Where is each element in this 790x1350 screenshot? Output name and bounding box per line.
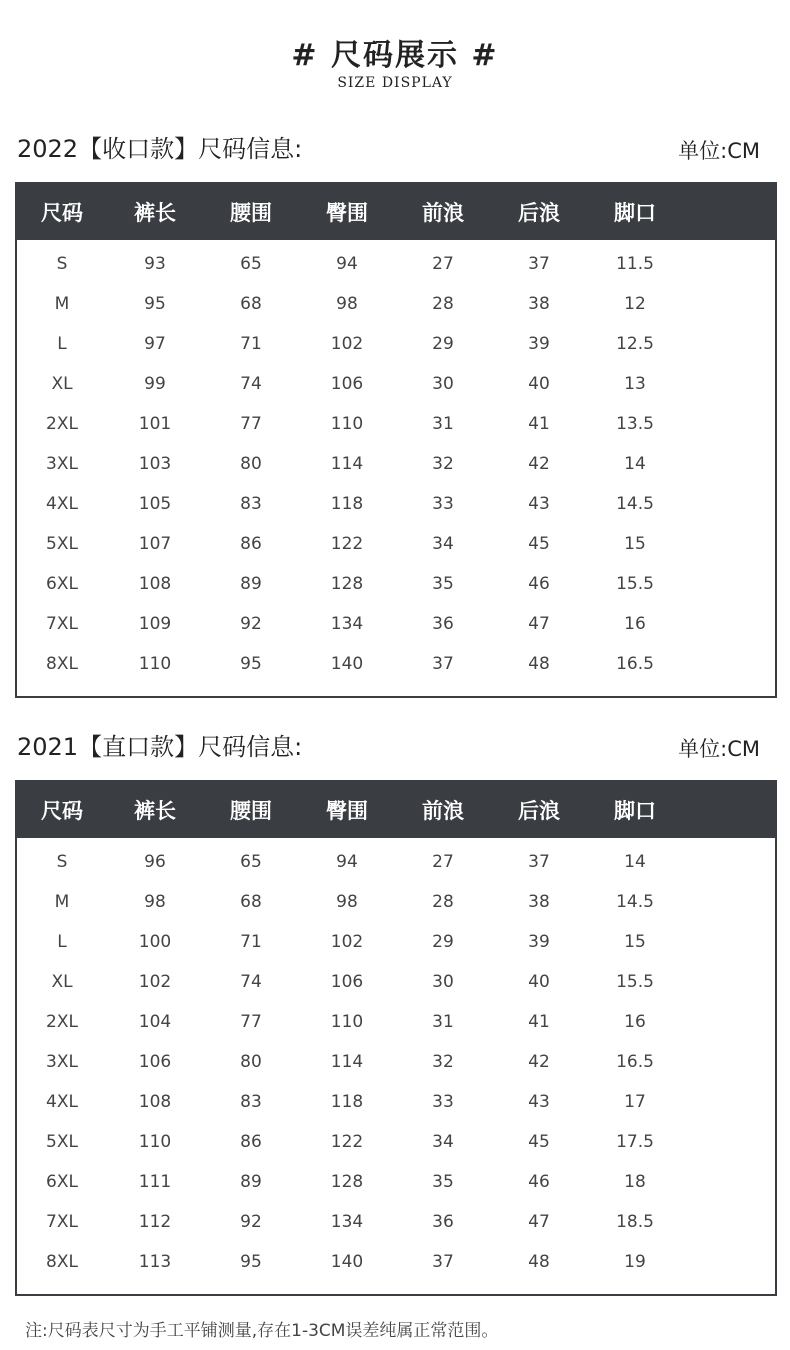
column-header: 臀围 bbox=[326, 201, 368, 225]
table-cell: 99 bbox=[144, 374, 166, 394]
table-cell: 65 bbox=[240, 254, 262, 274]
table-cell: 83 bbox=[240, 1092, 262, 1112]
table-cell: S bbox=[56, 852, 68, 872]
table-row bbox=[17, 404, 775, 444]
column-header: 尺码 bbox=[41, 799, 83, 823]
table-cell: 110 bbox=[138, 654, 172, 674]
table-cell: 31 bbox=[432, 1012, 454, 1032]
table-cell: 14.5 bbox=[616, 494, 654, 514]
table-cell: 96 bbox=[144, 852, 166, 872]
table-cell: S bbox=[56, 254, 68, 274]
table-cell: 16.5 bbox=[616, 654, 654, 674]
table-cell: 108 bbox=[138, 1092, 172, 1112]
table-row bbox=[17, 364, 775, 404]
table-cell: 19 bbox=[624, 1252, 646, 1272]
table-cell: 27 bbox=[432, 852, 454, 872]
table-cell: 68 bbox=[240, 294, 262, 314]
table-cell: 37 bbox=[432, 654, 454, 674]
table-row bbox=[17, 524, 775, 564]
table-cell: M bbox=[54, 892, 70, 912]
table-cell: 17 bbox=[624, 1092, 646, 1112]
table-cell: 102 bbox=[138, 972, 172, 992]
table-cell: M bbox=[54, 294, 70, 314]
table-cell: 39 bbox=[528, 932, 550, 952]
table-cell: 122 bbox=[330, 534, 364, 554]
table-cell: 83 bbox=[240, 494, 262, 514]
table-cell: 106 bbox=[330, 972, 364, 992]
table-row bbox=[17, 484, 775, 524]
table-cell: 77 bbox=[240, 414, 262, 434]
table-cell: 140 bbox=[330, 654, 364, 674]
table-cell: 89 bbox=[240, 1172, 262, 1192]
table-cell: 74 bbox=[240, 374, 262, 394]
table-cell: 6XL bbox=[46, 1172, 78, 1192]
size-table bbox=[15, 182, 777, 698]
table-cell: 12 bbox=[624, 294, 646, 314]
table-cell: 16 bbox=[624, 614, 646, 634]
table-cell: 15.5 bbox=[616, 972, 654, 992]
table-cell: 112 bbox=[138, 1212, 172, 1232]
section-header bbox=[0, 731, 790, 777]
table-cell: 47 bbox=[528, 1212, 550, 1232]
table-cell: 105 bbox=[138, 494, 172, 514]
table-cell: 29 bbox=[432, 932, 454, 952]
table-cell: L bbox=[57, 334, 67, 354]
table-cell: 38 bbox=[528, 294, 550, 314]
table-cell: 6XL bbox=[46, 574, 78, 594]
table-cell: 40 bbox=[528, 374, 550, 394]
table-cell: 71 bbox=[240, 932, 262, 952]
table-cell: 43 bbox=[528, 1092, 550, 1112]
table-cell: 134 bbox=[330, 614, 364, 634]
table-body bbox=[17, 838, 775, 1282]
table-cell: 32 bbox=[432, 1052, 454, 1072]
table-cell: 108 bbox=[138, 574, 172, 594]
table-cell: 30 bbox=[432, 972, 454, 992]
table-cell: 98 bbox=[336, 892, 358, 912]
table-cell: 18 bbox=[624, 1172, 646, 1192]
table-cell: 37 bbox=[528, 254, 550, 274]
table-cell: 43 bbox=[528, 494, 550, 514]
table-cell: 46 bbox=[528, 574, 550, 594]
table-body bbox=[17, 240, 775, 684]
table-cell: 110 bbox=[330, 1012, 364, 1032]
table-cell: 128 bbox=[330, 574, 364, 594]
table-cell: 13.5 bbox=[616, 414, 654, 434]
table-cell: 102 bbox=[330, 932, 364, 952]
table-cell: 3XL bbox=[46, 1052, 78, 1072]
table-cell: 42 bbox=[528, 454, 550, 474]
table-row bbox=[17, 962, 775, 1002]
column-header: 腰围 bbox=[230, 799, 272, 823]
table-cell: 15 bbox=[624, 534, 646, 554]
table-cell: 29 bbox=[432, 334, 454, 354]
table-cell: 98 bbox=[144, 892, 166, 912]
table-cell: 92 bbox=[240, 1212, 262, 1232]
column-header: 后浪 bbox=[518, 201, 560, 225]
section-title: 2021【直口款】尺码信息: bbox=[17, 733, 303, 761]
table-cell: 7XL bbox=[46, 614, 78, 634]
table-cell: 134 bbox=[330, 1212, 364, 1232]
table-cell: 14 bbox=[624, 454, 646, 474]
table-cell: 38 bbox=[528, 892, 550, 912]
table-cell: 71 bbox=[240, 334, 262, 354]
table-cell: 86 bbox=[240, 534, 262, 554]
table-cell: 40 bbox=[528, 972, 550, 992]
table-row bbox=[17, 444, 775, 484]
table-cell: 18.5 bbox=[616, 1212, 654, 1232]
table-cell: 95 bbox=[144, 294, 166, 314]
column-header: 前浪 bbox=[422, 799, 464, 823]
table-cell: 5XL bbox=[46, 1132, 78, 1152]
table-row bbox=[17, 882, 775, 922]
column-header: 裤长 bbox=[134, 201, 176, 225]
column-header: 尺码 bbox=[41, 201, 83, 225]
table-row bbox=[17, 1082, 775, 1122]
column-header: 前浪 bbox=[422, 201, 464, 225]
table-cell: 36 bbox=[432, 1212, 454, 1232]
table-row bbox=[17, 1042, 775, 1082]
table-cell: 118 bbox=[330, 1092, 364, 1112]
table-cell: 45 bbox=[528, 1132, 550, 1152]
table-cell: 86 bbox=[240, 1132, 262, 1152]
measurement-note: 注:尺码表尺寸为手工平铺测量,存在1-3CM误差纯属正常范围。 bbox=[25, 1321, 499, 1341]
table-cell: 48 bbox=[528, 1252, 550, 1272]
table-cell: 4XL bbox=[46, 494, 78, 514]
table-cell: XL bbox=[51, 374, 73, 394]
table-cell: 94 bbox=[336, 852, 358, 872]
table-cell: 92 bbox=[240, 614, 262, 634]
size-table bbox=[15, 780, 777, 1296]
table-cell: 28 bbox=[432, 892, 454, 912]
table-cell: 35 bbox=[432, 1172, 454, 1192]
page-title: # 尺码展示 # bbox=[291, 38, 499, 73]
table-cell: 110 bbox=[330, 414, 364, 434]
table-cell: 98 bbox=[336, 294, 358, 314]
table-cell: 2XL bbox=[46, 1012, 78, 1032]
table-row bbox=[17, 564, 775, 604]
table-cell: 45 bbox=[528, 534, 550, 554]
table-cell: 104 bbox=[138, 1012, 172, 1032]
table-row bbox=[17, 604, 775, 644]
table-cell: 95 bbox=[240, 654, 262, 674]
table-cell: XL bbox=[51, 972, 73, 992]
table-cell: 11.5 bbox=[616, 254, 654, 274]
table-cell: 89 bbox=[240, 574, 262, 594]
table-cell: 46 bbox=[528, 1172, 550, 1192]
size-section-2021 bbox=[0, 731, 790, 1272]
table-cell: 122 bbox=[330, 1132, 364, 1152]
table-cell: 17.5 bbox=[616, 1132, 654, 1152]
table-cell: 111 bbox=[138, 1172, 172, 1192]
table-cell: 109 bbox=[138, 614, 172, 634]
table-row bbox=[17, 1162, 775, 1202]
table-cell: 3XL bbox=[46, 454, 78, 474]
table-cell: 8XL bbox=[46, 1252, 78, 1272]
section-title: 2022【收口款】尺码信息: bbox=[17, 135, 303, 163]
table-cell: 15 bbox=[624, 932, 646, 952]
table-cell: 47 bbox=[528, 614, 550, 634]
table-row bbox=[17, 1002, 775, 1042]
table-cell: 93 bbox=[144, 254, 166, 274]
table-cell: 33 bbox=[432, 494, 454, 514]
table-row bbox=[17, 1242, 775, 1282]
table-header bbox=[17, 782, 775, 838]
table-row bbox=[17, 1122, 775, 1162]
table-cell: 118 bbox=[330, 494, 364, 514]
table-cell: 41 bbox=[528, 414, 550, 434]
table-cell: 114 bbox=[330, 1052, 364, 1072]
table-cell: 94 bbox=[336, 254, 358, 274]
table-cell: 100 bbox=[138, 932, 172, 952]
table-cell: 107 bbox=[138, 534, 172, 554]
table-cell: 5XL bbox=[46, 534, 78, 554]
table-cell: 128 bbox=[330, 1172, 364, 1192]
table-cell: 30 bbox=[432, 374, 454, 394]
table-cell: 27 bbox=[432, 254, 454, 274]
table-cell: 102 bbox=[330, 334, 364, 354]
table-cell: 95 bbox=[240, 1252, 262, 1272]
table-cell: L bbox=[57, 932, 67, 952]
table-cell: 31 bbox=[432, 414, 454, 434]
table-row bbox=[17, 244, 775, 284]
table-cell: 14.5 bbox=[616, 892, 654, 912]
column-header: 脚口 bbox=[614, 201, 656, 225]
column-header: 裤长 bbox=[134, 799, 176, 823]
table-cell: 106 bbox=[330, 374, 364, 394]
table-cell: 13 bbox=[624, 374, 646, 394]
table-row bbox=[17, 842, 775, 882]
table-cell: 39 bbox=[528, 334, 550, 354]
table-header bbox=[17, 184, 775, 240]
unit-label: 单位:CM bbox=[678, 737, 760, 761]
table-cell: 33 bbox=[432, 1092, 454, 1112]
column-header: 脚口 bbox=[614, 799, 656, 823]
table-cell: 16 bbox=[624, 1012, 646, 1032]
table-cell: 37 bbox=[432, 1252, 454, 1272]
table-cell: 77 bbox=[240, 1012, 262, 1032]
table-cell: 101 bbox=[138, 414, 172, 434]
table-cell: 74 bbox=[240, 972, 262, 992]
table-cell: 114 bbox=[330, 454, 364, 474]
table-row bbox=[17, 922, 775, 962]
table-cell: 36 bbox=[432, 614, 454, 634]
table-cell: 80 bbox=[240, 1052, 262, 1072]
table-cell: 37 bbox=[528, 852, 550, 872]
table-cell: 113 bbox=[138, 1252, 172, 1272]
table-cell: 7XL bbox=[46, 1212, 78, 1232]
table-row bbox=[17, 644, 775, 684]
size-section-2022 bbox=[0, 133, 790, 674]
table-cell: 34 bbox=[432, 534, 454, 554]
table-cell: 65 bbox=[240, 852, 262, 872]
table-cell: 41 bbox=[528, 1012, 550, 1032]
column-header: 臀围 bbox=[326, 799, 368, 823]
table-row bbox=[17, 284, 775, 324]
table-cell: 106 bbox=[138, 1052, 172, 1072]
table-cell: 103 bbox=[138, 454, 172, 474]
column-header: 后浪 bbox=[518, 799, 560, 823]
table-cell: 2XL bbox=[46, 414, 78, 434]
section-header bbox=[0, 133, 790, 179]
table-cell: 8XL bbox=[46, 654, 78, 674]
table-cell: 80 bbox=[240, 454, 262, 474]
table-cell: 4XL bbox=[46, 1092, 78, 1112]
table-cell: 12.5 bbox=[616, 334, 654, 354]
table-cell: 97 bbox=[144, 334, 166, 354]
table-cell: 15.5 bbox=[616, 574, 654, 594]
table-cell: 42 bbox=[528, 1052, 550, 1072]
table-row bbox=[17, 324, 775, 364]
unit-label: 单位:CM bbox=[678, 139, 760, 163]
column-header: 腰围 bbox=[230, 201, 272, 225]
table-cell: 68 bbox=[240, 892, 262, 912]
table-row bbox=[17, 1202, 775, 1242]
table-cell: 48 bbox=[528, 654, 550, 674]
table-cell: 28 bbox=[432, 294, 454, 314]
table-cell: 34 bbox=[432, 1132, 454, 1152]
table-cell: 14 bbox=[624, 852, 646, 872]
table-cell: 16.5 bbox=[616, 1052, 654, 1072]
table-cell: 32 bbox=[432, 454, 454, 474]
table-cell: 140 bbox=[330, 1252, 364, 1272]
table-cell: 35 bbox=[432, 574, 454, 594]
table-cell: 110 bbox=[138, 1132, 172, 1152]
page-subtitle: SIZE DISPLAY bbox=[337, 75, 453, 91]
